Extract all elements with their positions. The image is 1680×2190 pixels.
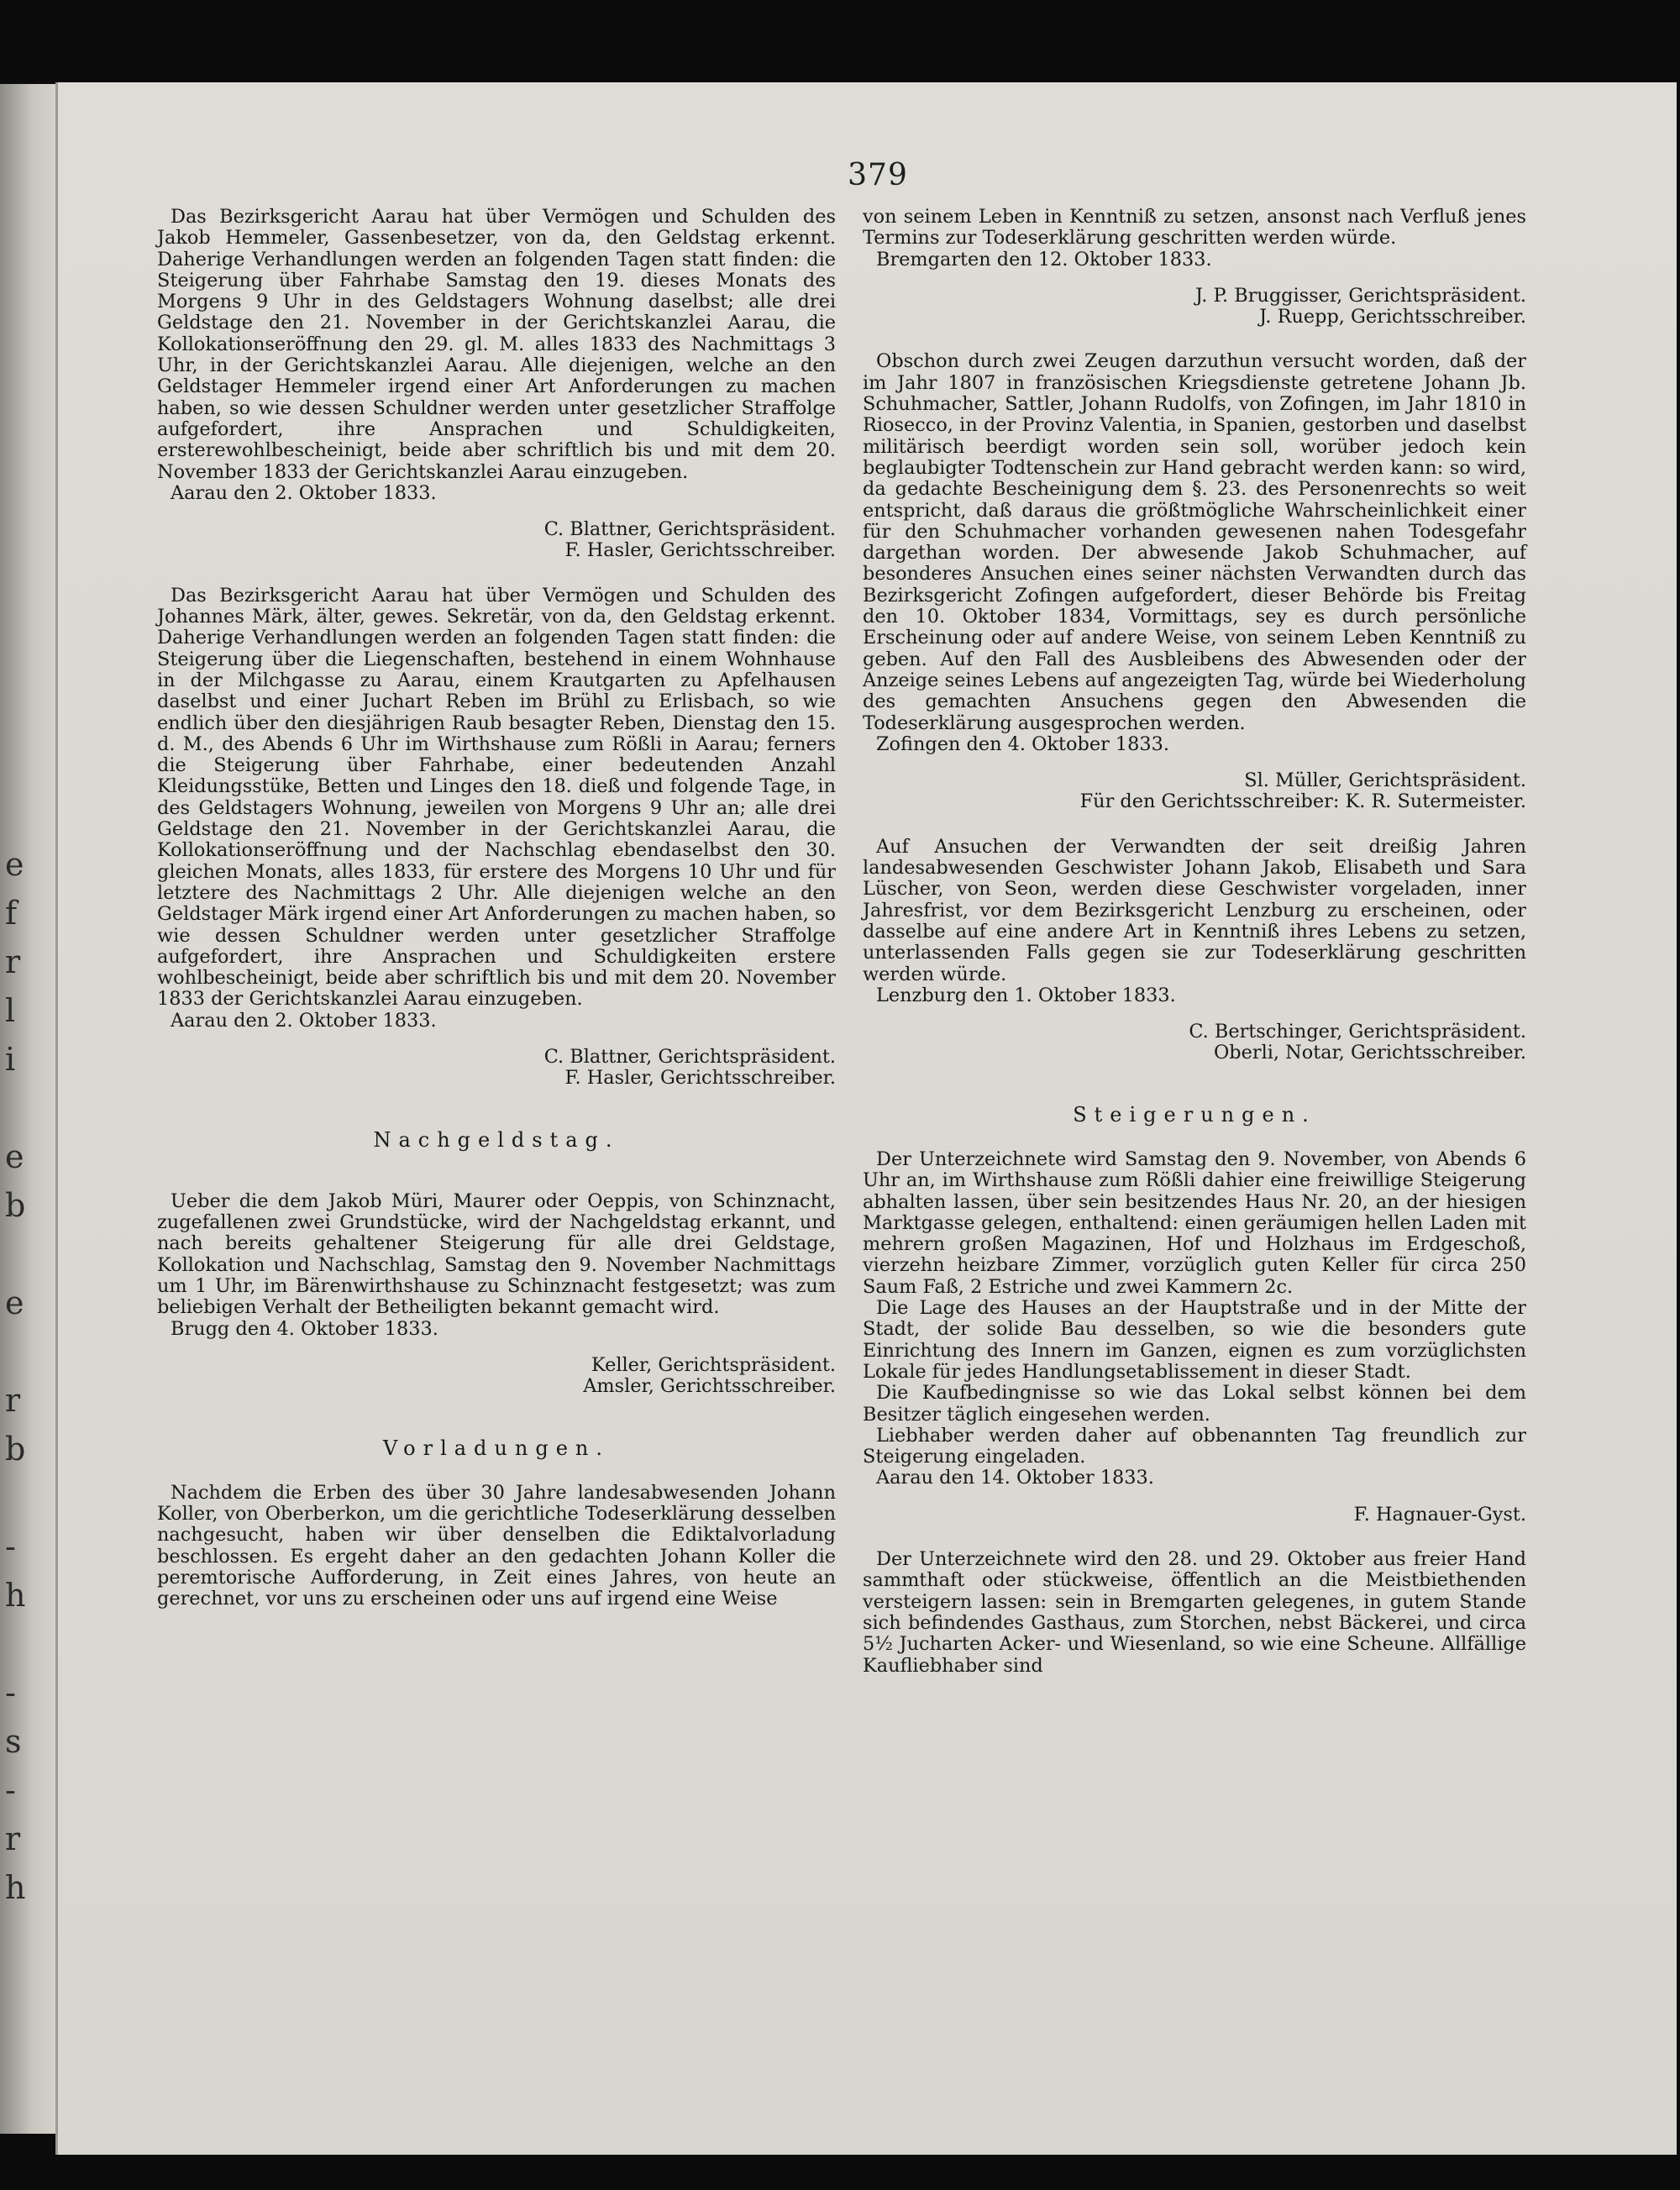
left-column [157,207,836,1610]
previous-page-text-fragments: e f r l i e b e r b - h - s - r h [5,846,26,1906]
right-column [863,207,1526,1677]
signature-president: J. P. Bruggisser, Gerichtspräsident. [1195,284,1526,307]
section-heading-nachgeldstag: Nachgeldstag. [373,1127,620,1152]
notice-steigerung-lage: Die Lage des Hauses an der Hauptstraße und in der Mitte der Stadt, der solide Bau desselben, so wie die besonders gute Einrichtung des Innern im Ganzen, eignen es zum vorzüglichsten Lokale für jedes Handlungsetablissement in dieser Stadt. [863,1297,1526,1383]
notice-geldstag-hemmeler: Das Bezirksgericht Aarau hat über Vermögen und Schulden des Jakob Hemmeler, Gassenbesetzer, von da, den Geldstag erkennt. Daherige Verhandlungen werden an folgenden Tagen statt finden: die Steigerung über Fahrhabe Samstag den 19. dieses Monats des Morgens 9 Uhr in des Geldstagers Wohnung daselbst; alle drei Geldstage den 21. November in der Gerichtskanzlei Aarau, die Kollokationseröffnung den 29. gl. M. alles 1833 des Nachmittags 3 Uhr, in der Gerichtskanzlei Aarau. Alle diejenigen, welche an den Geldstager Hemmeler irgend einer Art Anforderungen zu machen haben, so wie dessen Schuldner werden unter gesetzlicher Straffolge aufgefordert, ihre Ansprachen und Schuldigkeiten, ersterewohlbescheinigt, beide aber schriftlich bis und mit dem 20. November 1833 der Gerichtskanzlei Aarau einzugeben. [157,206,836,483]
signature-president: C. Blattner, Gerichtspräsident. [543,1045,836,1068]
page-number: 379 [848,158,908,192]
signature-president: Sl. Müller, Gerichtspräsident. [1244,769,1526,792]
signature-clerk: F. Hasler, Gerichtsschreiber. [564,539,836,562]
notice-geldstag-maerk: Das Bezirksgericht Aarau hat über Vermögen und Schulden des Johannes Märk, älter, gewes. Sekretär, von da, den Geldstag erkennt. Daherige Verhandlungen werden an folgenden Tagen statt finden: die Steigerung über die Liegenschaften, bestehend in einem Wohnhause in der Milchgasse zu Aarau, einem Krautgarten zu Apfelhausen daselbst und einer Juchart Reben im Brühl zu Erlisbach, so wie endlich über den diesjährigen Raub besagter Reben, Dienstag den 15. d. M., des Abends 6 Uhr im Wirthshause zum Rößli in Aarau; ferners die Steigerung über Fahrhabe, einer bedeutenden Anzahl Kleidungsstüke, Betten und Linges den 18. dieß und folgende Tage, in des Geldstagers Wohnung, jeweilen von Morgens 9 Uhr an; alle drei Geldstage den 21. November in der Gerichtskanzlei Aarau, die Kollokationseröffnung und der Nachschlag ebendaselbst den 30. gleichen Monats, alles 1833, für erstere des Morgens 10 Uhr und für letztere des Nachmittags 2 Uhr. Alle diejenigen welche an den Geldstager Märk irgend einer Art Anforderungen zu machen haben, so wie dessen Schuldner werden unter gesetzlicher Straffolge aufgefordert, ihre Ansprachen und Schuldigkeiten erstere wohlbescheinigt, beide aber schriftlich bis und mit dem 20. November 1833 der Gerichtskanzlei Aarau einzugeben. [157,584,836,1011]
signature-president: C. Bertschinger, Gerichtspräsident. [1189,1021,1526,1043]
notice-place-date: Bremgarten den 12. Oktober 1833. [876,248,1212,270]
signature-president: C. Blattner, Gerichtspräsident. [543,518,836,541]
notice-steigerung-kaufbedingnisse: Die Kaufbedingnisse so wie das Lokal selbst können bei dem Besitzer täglich eingesehen werden. [863,1382,1526,1426]
notice-place-date: Brugg den 4. Oktober 1833. [171,1317,438,1340]
signature-president: Keller, Gerichtspräsident. [591,1353,836,1376]
notice-nachgeldstag-mueri: Ueber die dem Jakob Müri, Maurer oder Oeppis, von Schinznacht, zugefallenen zwei Grundstücke, wird der Nachgeldstag erkannt, und nach bereits gehaltener Steigerung für alle drei Geldstage, Kollokation und Nachschlag, Samstag den 9. November Nachmittags um 1 Uhr, im Bärenwirthshause zu Schinznacht festgesetzt; was zum beliebigen Verhalt der Betheiligten bekannt gemacht wird. [157,1190,836,1319]
signature-clerk: J. Ruepp, Gerichtsschreiber. [1259,306,1526,328]
signature-clerk: Amsler, Gerichtsschreiber. [583,1375,836,1398]
notice-vorladung-schuhmacher: Obschon durch zwei Zeugen darzuthun versucht worden, daß der im Jahr 1807 in französischen Kriegsdienste getretene Johann Jb. Schuhmacher, Sattler, Johann Rudolfs, von Zofingen, im Jahr 1810 in Riosecco, in der Provinz Valentia, in Spanien, gestorben und daselbst militärisch beerdigt worden sein soll, worüber jedoch kein beglaubigter Todtenschein zur Hand gebracht werden kann: so wird, da gedachte Bescheinigung dem §. 23. des Personenrechts so weit entspricht, daß daraus die größtmögliche Wahrscheinlichkeit einer für den Schuhmacher vorhanden gewesenen nahen Todesgefahr dargethan worden. Der abwesende Jakob Schuhmacher, auf besonderes Ansuchen eines seiner nächsten Verwandten durch das Bezirksgericht Zofingen aufgefordert, dieser Behörde bis Freitag den 10. Oktober 1834, Vormittags, sey es durch persönliche Erscheinung oder auf andere Weise, von seinem Leben Kenntniß zu geben. Auf den Fall des Ausbleibens des Abwesenden oder der Anzeige seines Lebens auf angezeigten Tag, würde bei Wiederholung des gemachten Ansuchens gegen den Abwesenden die Todeserklärung ausgesprochen werden. [863,350,1526,734]
signature-clerk: Oberli, Notar, Gerichtsschreiber. [1213,1042,1526,1064]
notice-vorladung-koller-continued: von seinem Leben in Kenntniß zu setzen, ansonst nach Verfluß jenes Termins zur Todeserklärung geschritten werden würde. [863,206,1526,249]
notice-versteigerung-storchen: Der Unterzeichnete wird den 28. und 29. Oktober aus freier Hand sammthaft oder stückweise, öffentlich an die Meistbiethenden versteigern lassen: sein in Bremgarten gelegenes, in gutem Stande sich befindendes Gasthaus, zum Storchen, nebst Bäckerei, und circa 5½ Jucharten Acker- und Wiesenland, so wie eine Scheune. Allfällige Kaufliebhaber sind [863,1548,1526,1677]
notice-steigerung-haus: Der Unterzeichnete wird Samstag den 9. November, von Abends 6 Uhr an, im Wirthshause zum Rößli dahier eine freiwillige Steigerung abhalten lassen, über sein besitzendes Haus Nr. 20, an der hiesigen Marktgasse gelegen, enthaltend: einen geräumigen hellen Laden mit mehrern großen Magazinen, Hof und Holzhaus im Erdgeschoß, vierzehn heizbare Zimmer, vorzüglich guten Keller für circa 250 Saum Faß, 2 Estriche und zwei Kammern 2c. [863,1148,1526,1298]
signature-clerk: Für den Gerichtsschreiber: K. R. Sutermeister. [1079,790,1526,813]
previous-page-edge [0,84,59,2134]
notice-vorladung-koller: Nachdem die Erben des über 30 Jahre landesabwesenden Johann Koller, von Oberberkon, um die gerichtliche Todeserklärung desselben nachgesucht, haben wir über denselben die Ediktalvorladung beschlossen. Es ergeht daher an den gedachten Johann Koller die peremtorische Aufforderung, in Zeit eines Jahres, von heute an gerechnet, vor uns zu erscheinen oder uns auf irgend eine Weise [157,1481,836,1610]
signature-seller: F. Hagnauer-Gyst. [1353,1503,1526,1526]
notice-place-date: Aarau den 2. Oktober 1833. [171,1009,437,1032]
signature-clerk: F. Hasler, Gerichtsschreiber. [564,1067,836,1090]
section-heading-vorladungen: Vorladungen. [383,1436,610,1460]
notice-place-date: Lenzburg den 1. Oktober 1833. [876,984,1176,1006]
newspaper-page [55,82,1677,2155]
notice-steigerung-liebhaber: Liebhaber werden daher auf obbenannten Tag freundlich zur Steigerung eingeladen. [863,1424,1526,1468]
section-heading-steigerungen: Steigerungen. [1073,1102,1316,1127]
notice-place-date: Aarau den 14. Oktober 1833. [876,1467,1154,1489]
notice-place-date: Aarau den 2. Oktober 1833. [171,481,437,504]
notice-place-date: Zofingen den 4. Oktober 1833. [876,733,1170,755]
notice-vorladung-luescher: Auf Ansuchen der Verwandten der seit dreißig Jahren landesabwesenden Geschwister Johann Jakob, Elisabeth und Sara Lüscher, von Seon, werden diese Geschwister vorgeladen, inner Jahresfrist, vor dem Bezirksgericht Lenzburg zu erscheinen, oder dasselbe auf eine andere Art in Kenntniß ihres Lebens zu setzen, unterlassenden Falls gegen sie zur Todeserklärung geschritten werden würde. [863,835,1526,985]
